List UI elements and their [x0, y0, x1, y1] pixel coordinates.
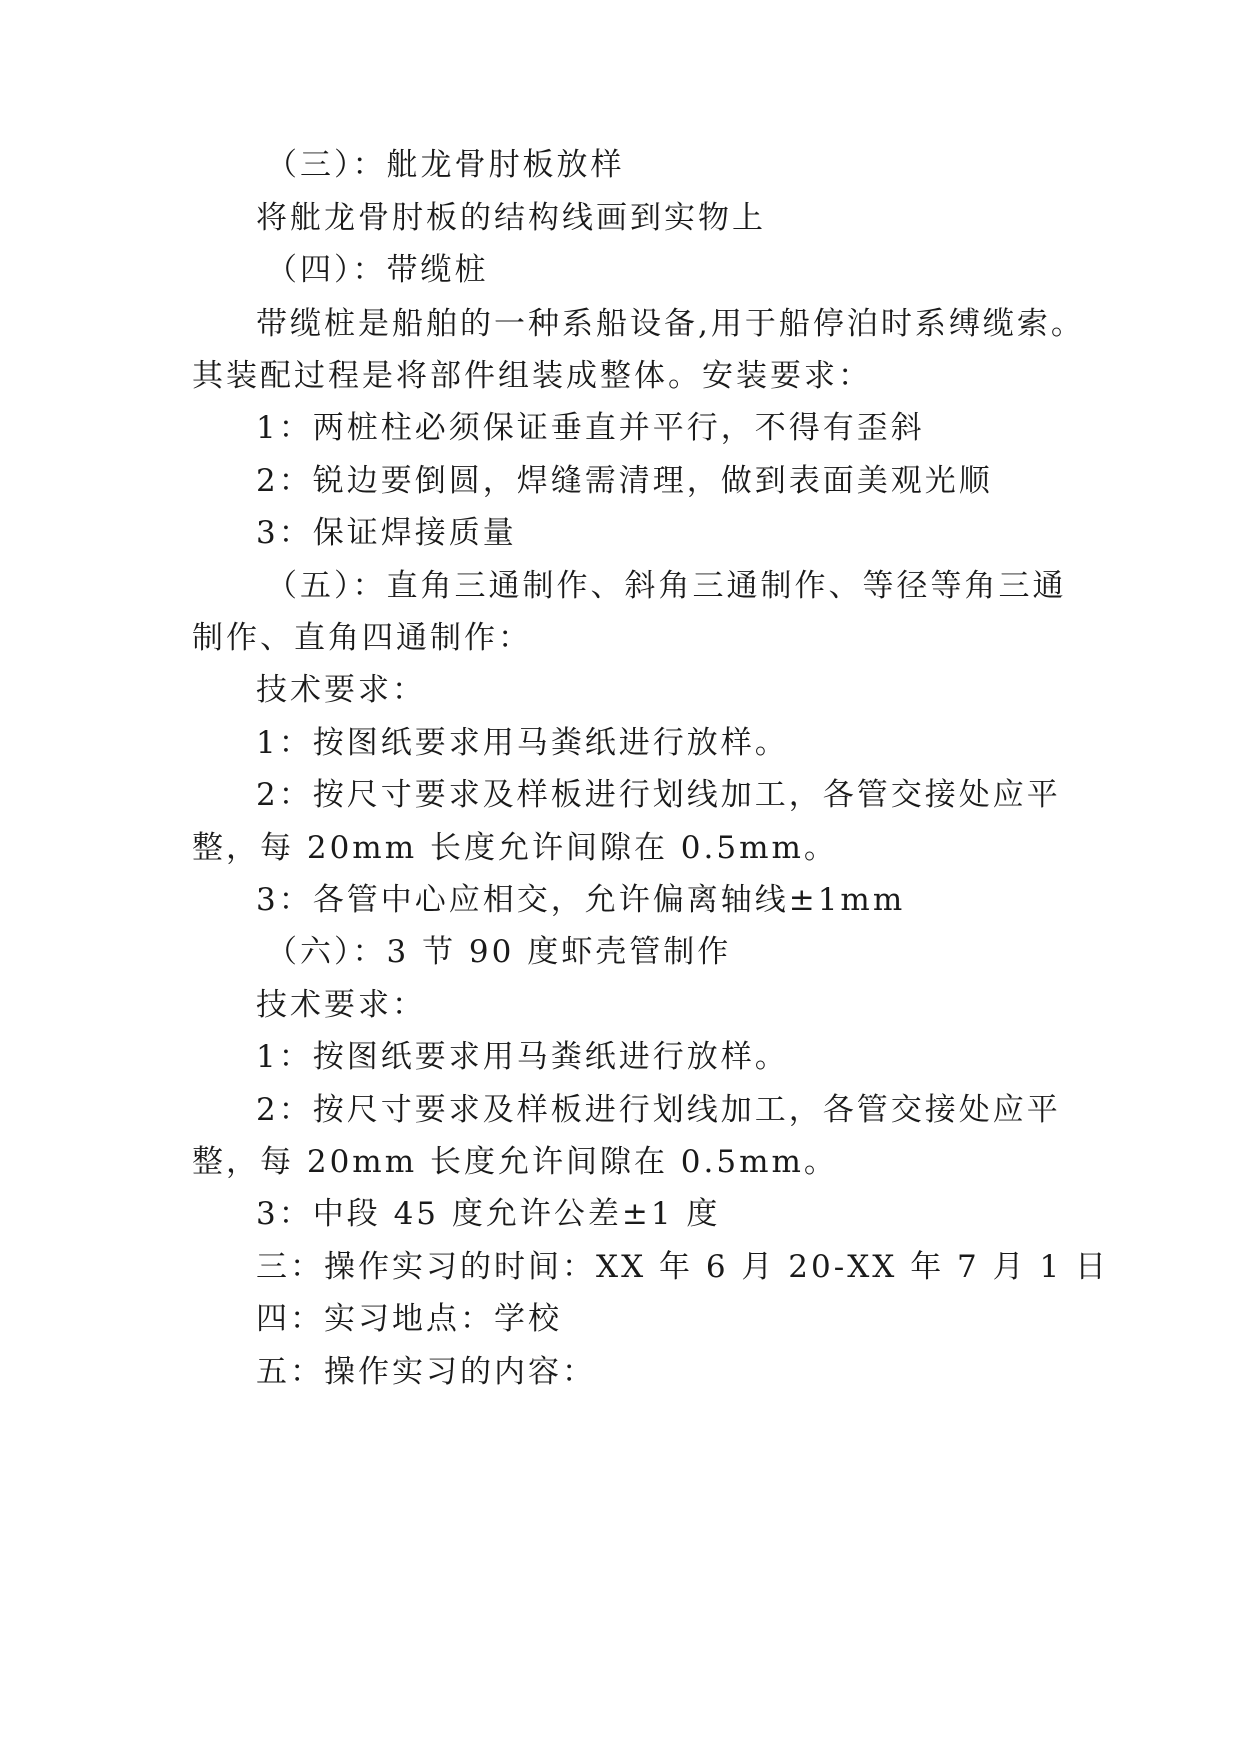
paragraph-line: 将舭龙骨肘板的结构线画到实物上 [256, 200, 766, 236]
list-item: 3：保证焊接质量 [256, 515, 517, 551]
subheading: 技术要求： [256, 987, 426, 1023]
list-item: 1：按图纸要求用马粪纸进行放样。 [256, 1039, 789, 1075]
list-item: 1：两桩柱必须保证垂直并平行，不得有歪斜 [256, 410, 925, 446]
list-item: 2：锐边要倒圆，焊缝需清理，做到表面美观光顺 [256, 463, 993, 499]
list-item-continued: 整，每 20mm 长度允许间隙在 0.5mm。 [192, 830, 838, 866]
list-item: 2：按尺寸要求及样板进行划线加工，各管交接处应平 [256, 777, 1061, 813]
paragraph-line: 其装配过程是将部件组装成整体。安装要求： [192, 358, 872, 394]
section-heading: （六）：3 节 90 度虾壳管制作 [266, 934, 732, 970]
section-heading-continued: 制作、直角四通制作： [192, 620, 532, 656]
list-item: 2：按尺寸要求及样板进行划线加工，各管交接处应平 [256, 1092, 1061, 1128]
section-heading: （五）：直角三通制作、斜角三通制作、等径等角三通 [266, 568, 1067, 604]
section-heading: 五：操作实习的内容： [256, 1354, 596, 1390]
list-item: 1：按图纸要求用马粪纸进行放样。 [256, 725, 789, 761]
list-item: 3：各管中心应相交，允许偏离轴线±1mm [256, 882, 906, 918]
list-item-continued: 整，每 20mm 长度允许间隙在 0.5mm。 [192, 1144, 838, 1180]
paragraph-line: 带缆桩是船舶的一种系船设备,用于船停泊时系缚缆索。 [256, 306, 1085, 342]
section-heading: 三：操作实习的时间：XX 年 6 月 20-XX 年 7 月 1 日 [256, 1249, 1110, 1285]
subheading: 技术要求： [256, 672, 426, 708]
list-item: 3：中段 45 度允许公差±1 度 [256, 1196, 721, 1232]
section-heading: （三）：舭龙骨肘板放样 [266, 147, 625, 183]
section-heading: （四）：带缆桩 [266, 252, 489, 288]
section-heading: 四：实习地点：学校 [256, 1301, 562, 1337]
